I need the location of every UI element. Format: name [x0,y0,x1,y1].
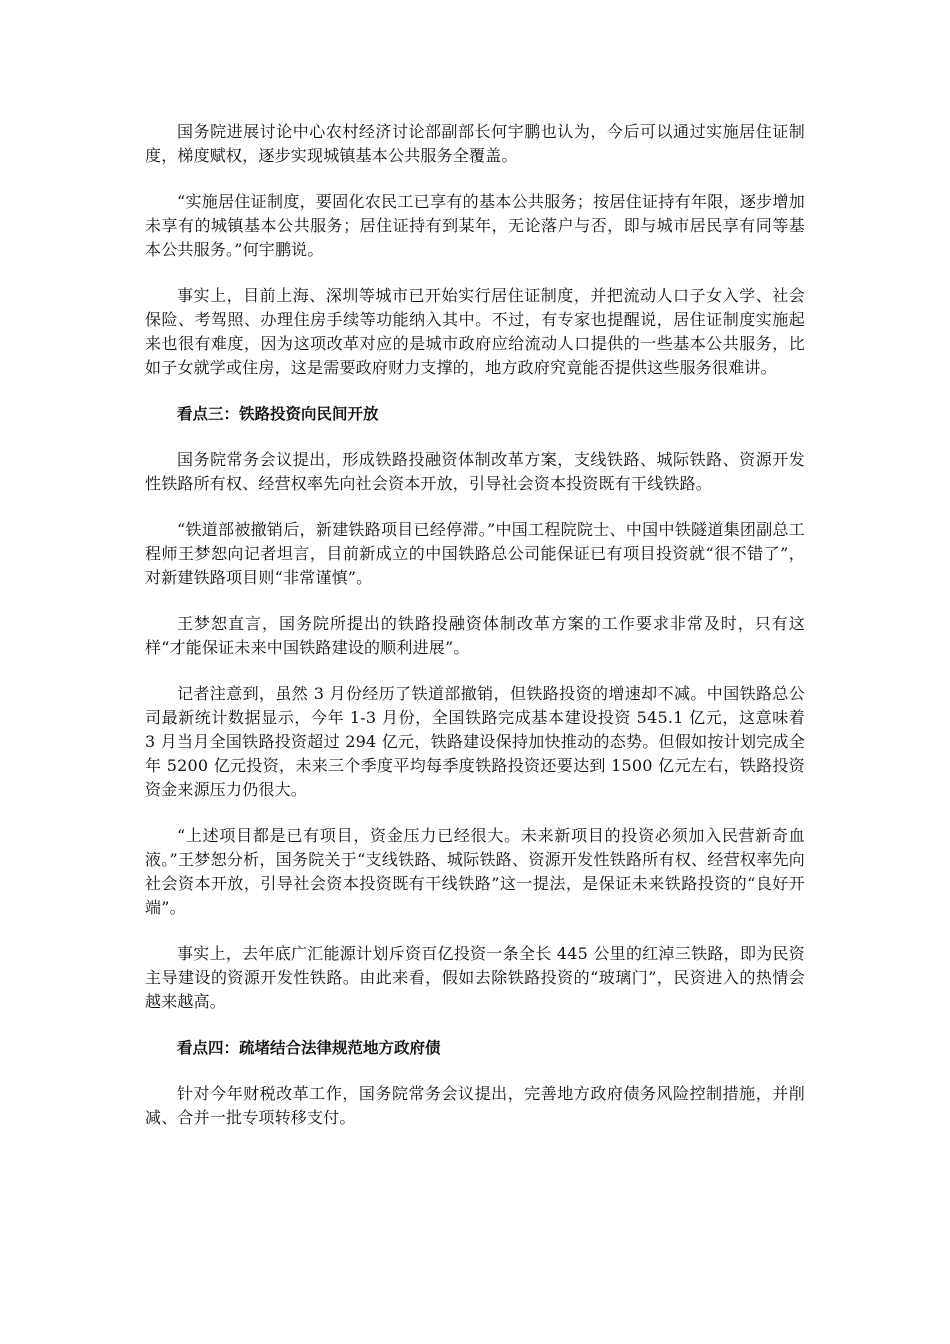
paragraph: 针对今年财税改革工作，国务院常务会议提出，完善地方政府债务风险控制措施，并削减、合并一批专项转移支付。 [145,1084,805,1127]
paragraph: “上述项目都是已有项目，资金压力已经很大。未来新项目的投资必须加入民营新奇血液。”王梦恕分析，国务院关于“支线铁路、城际铁路、资源开发性铁路所有权、经营权率先向社会资本开放，引导社会资本投资既有干线铁路”这一提法，是保证未来铁路投资的“良好开端”。 [145,826,805,917]
paragraph: 国务院进展讨论中心农村经济讨论部副部长何宇鹏也认为，今后可以通过实施居住证制度，梯度赋权，逐步实现城镇基本公共服务全覆盖。 [145,122,805,165]
section-heading: 看点三：铁路投资向民间开放 [177,405,379,423]
paragraph: “铁道部被撤销后，新建铁路项目已经停滞。”中国工程院院士、中国中铁隧道集团副总工程师王梦恕向记者坦言，目前新成立的中国铁路总公司能保证已有项目投资就“很不错了”，对新建铁路项目则“非常谨慎”。 [145,520,805,587]
paragraph: 事实上，去年底广汇能源计划斥资百亿投资一条全长 445 公里的红淖三铁路，即为民资主导建设的资源开发性铁路。由此来看，假如去除铁路投资的“玻璃门”，民资进入的热情会越来越高。 [145,944,805,1011]
document-page [145,120,805,1152]
paragraph: 王梦恕直言，国务院所提出的铁路投融资体制改革方案的工作要求非常及时，只有这样“才能保证未来中国铁路建设的顺利进展”。 [145,614,805,657]
paragraph: 事实上，目前上海、深圳等城市已开始实行居住证制度，并把流动人口子女入学、社会保险、考驾照、办理住房手续等功能纳入其中。不过，有专家也提醒说，居住证制度实施起来也很有难度，因为这项改革对应的是城市政府应给流动人口提供的一些基本公共服务，比如子女就学或住房，这是需要政府财力支撑的，地方政府究竟能否提供这些服务很难讲。 [145,286,805,377]
paragraph: “实施居住证制度，要固化农民工已享有的基本公共服务；按居住证持有年限，逐步增加未享有的城镇基本公共服务；居住证持有到某年，无论落户与否，即与城市居民享有同等基本公共服务。”何宇鹏说。 [145,192,805,259]
section-heading: 看点四：疏堵结合法律规范地方政府债 [177,1039,441,1057]
paragraph: 记者注意到，虽然 3 月份经历了铁道部撤销，但铁路投资的增速却不减。中国铁路总公司最新统计数据显示，今年 1-3 月份，全国铁路完成基本建设投资 545.1 亿元，这意味着 3 月当月全国铁路投资超过 294 亿元，铁路建设保持加快推动的态势。但假如按计划完成全年 5200 亿元投资，未来三个季度平均每季度铁路投资还要达到 1500 亿元左右，铁路投资资金来源压力仍很大。 [145,684,805,799]
paragraph: 国务院常务会议提出，形成铁路投融资体制改革方案，支线铁路、城际铁路、资源开发性铁路所有权、经营权率先向社会资本开放，引导社会资本投资既有干线铁路。 [145,450,805,493]
